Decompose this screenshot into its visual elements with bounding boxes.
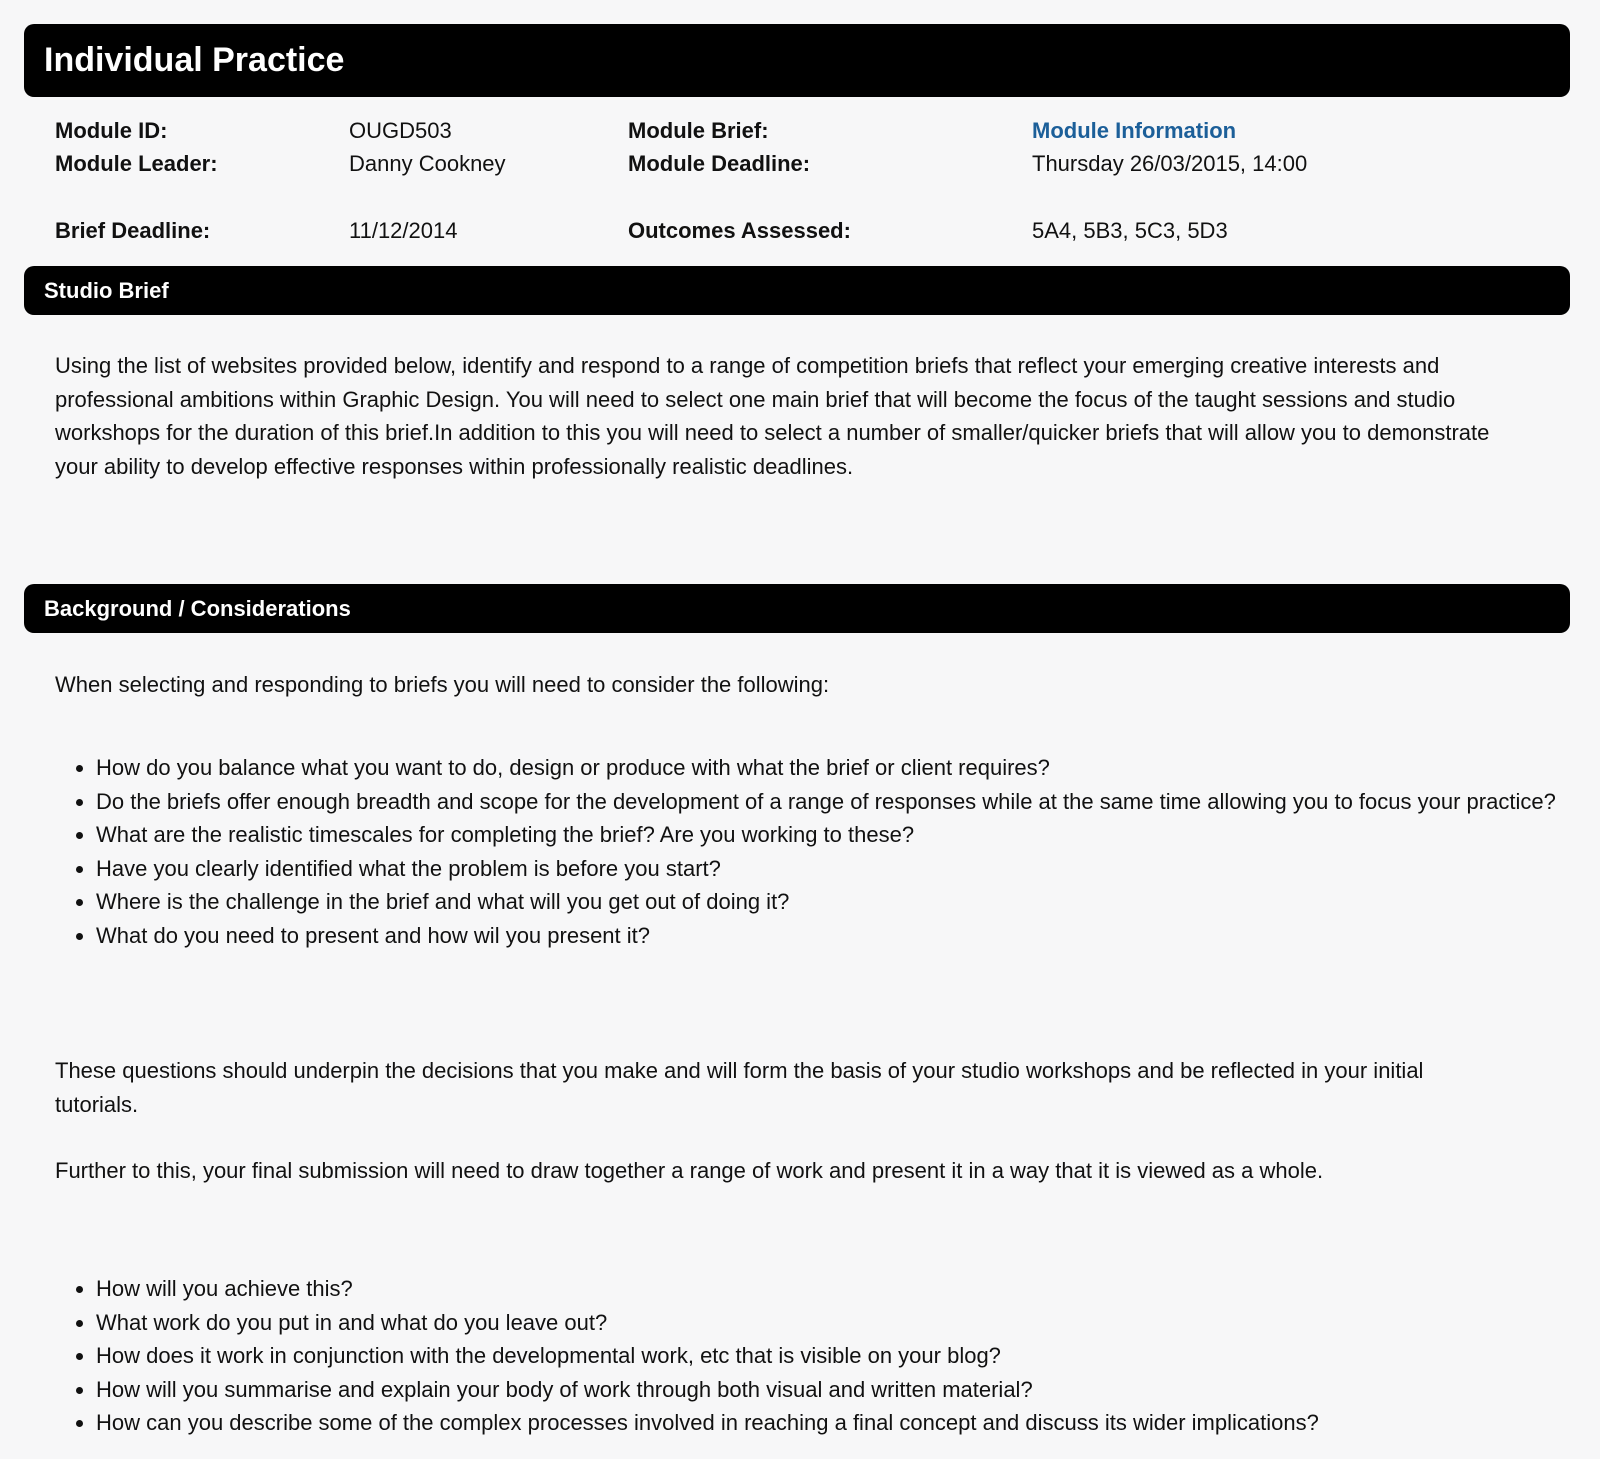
module-deadline-label: Module Deadline: [628, 151, 811, 176]
list-item: • How does it work in conjunction with the developmental work, etc that is visible on your blog? [96, 1339, 1556, 1373]
list-item: • What are the realistic timescales for completing the brief? Are you working to these? [96, 818, 1556, 852]
background-intro: When selecting and responding to briefs you will need to consider the following: [55, 672, 830, 697]
considerations-list [55, 751, 1556, 952]
list-item: • How will you summarise and explain your body of work through both visual and written material? [96, 1373, 1556, 1407]
background-heading: Background / Considerations [24, 584, 1570, 633]
questions-paragraph: These questions should underpin the decisions that you make and will form the basis of your studio workshops and be reflected in your initial tutorials. [55, 1058, 1424, 1117]
module-leader-value: Danny Cookney [349, 151, 506, 176]
module-leader-label: Module Leader: [55, 151, 218, 176]
list-item: • How will you achieve this? [96, 1272, 1556, 1306]
studio-brief-heading: Studio Brief [24, 266, 1570, 315]
module-id-value: OUGD503 [349, 118, 452, 143]
module-information-link[interactable]: Module Information [1032, 118, 1237, 143]
studio-brief-text: Using the list of websites provided below, identify and respond to a range of competition briefs that reflect your emerging creative interests and professional ambitions within Graphic Design. You will need to select one main brief that will become the focus of the taught sessions and studio workshops for the duration of this brief.In addition to this you will need to select a number of smaller/quicker briefs that will allow you to demonstrate your ability to develop effective responses within professionally realistic deadlines. [55, 353, 1490, 479]
submission-paragraph: Further to this, your final submission will need to draw together a range of work and present it in a way that it is viewed as a whole. [55, 1158, 1324, 1183]
list-item: • Where is the challenge in the brief and what will you get out of doing it? [96, 885, 1556, 919]
page-title: Individual Practice [24, 24, 1570, 97]
module-deadline-value: Thursday 26/03/2015, 14:00 [1032, 151, 1308, 176]
submission-questions-list [55, 1272, 1556, 1440]
brief-deadline-label: Brief Deadline: [55, 218, 211, 243]
outcomes-assessed-label: Outcomes Assessed: [628, 218, 851, 243]
list-item: • How do you balance what you want to do, design or produce with what the brief or client requires? [96, 751, 1556, 785]
module-brief-label: Module Brief: [628, 118, 769, 143]
list-item: • What work do you put in and what do you leave out? [96, 1306, 1556, 1340]
brief-deadline-value: 11/12/2014 [349, 218, 458, 243]
module-id-label: Module ID: [55, 118, 168, 143]
list-item: • How can you describe some of the complex processes involved in reaching a final concept and discuss its wider implications? [96, 1406, 1556, 1440]
outcomes-assessed-value: 5A4, 5B3, 5C3, 5D3 [1032, 218, 1228, 243]
list-item: • What do you need to present and how wil you present it? [96, 919, 1556, 953]
list-item: • Do the briefs offer enough breadth and scope for the development of a range of responses while at the same time allowing you to focus your practice? [96, 785, 1556, 819]
list-item: • Have you clearly identified what the problem is before you start? [96, 852, 1556, 886]
